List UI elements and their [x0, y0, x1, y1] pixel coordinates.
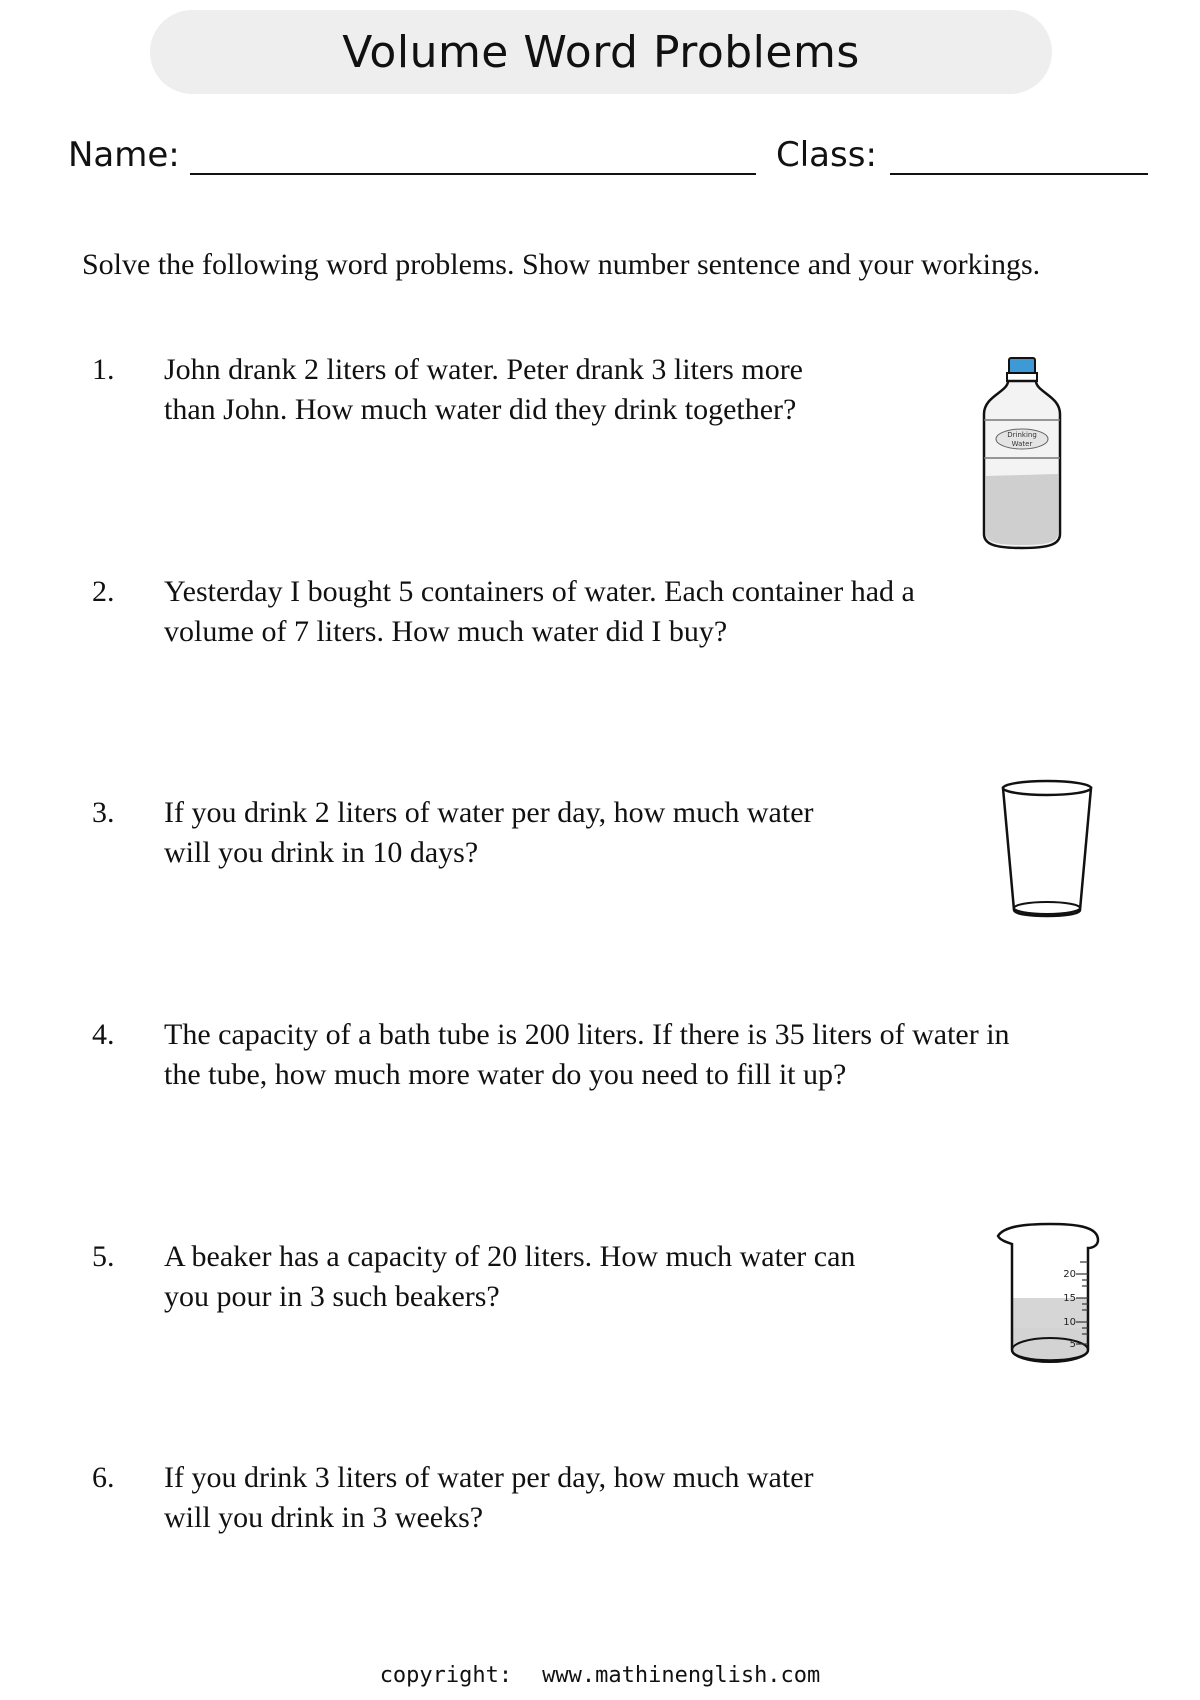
problem-number: 3.	[92, 796, 115, 829]
name-field[interactable]	[190, 173, 756, 175]
problem-number: 1.	[92, 353, 115, 386]
problem-number: 2.	[92, 575, 115, 608]
problem-line: will you drink in 3 weeks?	[164, 1501, 484, 1534]
problem-text	[164, 793, 1144, 873]
problem-line: John drank 2 liters of water. Peter drank 3 liters more	[164, 353, 803, 386]
beaker-mark: 5	[1069, 1339, 1076, 1350]
beaker-icon	[996, 1222, 1106, 1372]
problem-line: Yesterday I bought 5 containers of water. Each container had a	[164, 575, 915, 608]
water-bottle-icon	[978, 356, 1068, 552]
problem-line: will you drink in 10 days?	[164, 836, 479, 869]
problem-line: than John. How much water did they drink together?	[164, 393, 797, 426]
copyright-label: copyright:	[379, 1663, 513, 1688]
title-banner	[150, 10, 1052, 94]
problem-line: A beaker has a capacity of 20 liters. How much water can	[164, 1240, 856, 1273]
copyright-footer	[0, 1663, 1200, 1688]
beaker-mark: 15	[1063, 1293, 1076, 1304]
bottle-label-line: Water	[1011, 440, 1033, 448]
problem-text	[164, 1015, 1144, 1095]
problem-text	[164, 572, 1144, 652]
problem-line: volume of 7 liters. How much water did I buy?	[164, 615, 728, 648]
problem-line: you pour in 3 such beakers?	[164, 1280, 500, 1313]
class-field[interactable]	[890, 173, 1148, 175]
problem-number: 6.	[92, 1461, 115, 1494]
problem-line: The capacity of a bath tube is 200 liters. If there is 35 liters of water in	[164, 1018, 1010, 1051]
copyright-site: www.mathinenglish.com	[542, 1663, 821, 1688]
problem-line: If you drink 3 liters of water per day, how much water	[164, 1461, 814, 1494]
problem-number: 4.	[92, 1018, 115, 1051]
bottle-label-line: Drinking	[1007, 431, 1037, 439]
problem-number: 5.	[92, 1240, 115, 1273]
page-title: Volume Word Problems	[342, 26, 860, 78]
instructions: Solve the following word problems. Show number sentence and your workings.	[82, 248, 1041, 281]
glass-icon	[998, 778, 1096, 924]
name-label: Name:	[68, 135, 180, 175]
problem-text	[164, 1458, 1144, 1538]
class-label: Class:	[776, 135, 877, 175]
problem-line: the tube, how much more water do you need to fill it up?	[164, 1058, 847, 1091]
beaker-mark: 10	[1063, 1317, 1076, 1328]
problem-line: If you drink 2 liters of water per day, how much water	[164, 796, 814, 829]
beaker-mark: 20	[1063, 1269, 1076, 1280]
